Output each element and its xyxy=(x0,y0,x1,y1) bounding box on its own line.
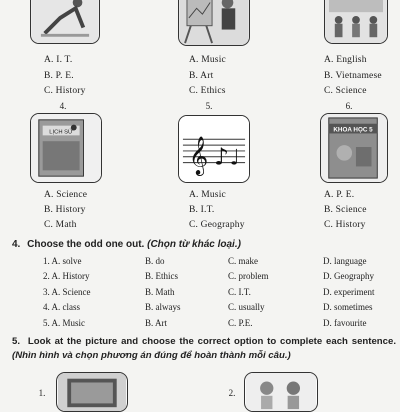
section-4-heading xyxy=(12,239,241,250)
q1-option-a[interactable]: A. I. T. xyxy=(44,55,73,65)
science-book-title: KHOA HỌC 5 xyxy=(333,126,373,134)
question-number: 6. xyxy=(345,101,353,111)
odd-one-out-option[interactable]: 1. A. solve xyxy=(43,256,82,266)
odd-one-out-option[interactable]: D. language xyxy=(323,256,367,266)
picture-children xyxy=(244,372,318,412)
q6-option-c[interactable]: C. History xyxy=(324,220,366,230)
q2-option-c[interactable]: C. Ethics xyxy=(189,86,226,96)
q4-option-c[interactable]: C. Math xyxy=(44,220,77,230)
q4-option-a[interactable]: A. Science xyxy=(44,190,88,200)
odd-one-out-option[interactable]: C. P.E. xyxy=(228,318,253,328)
odd-one-out-option[interactable]: B. always xyxy=(145,302,181,312)
q2-option-b[interactable]: B. Art xyxy=(189,71,214,81)
picture-classroom xyxy=(324,0,388,44)
q3-option-c[interactable]: C. Science xyxy=(324,86,367,96)
odd-one-out-option[interactable]: D. Geography xyxy=(323,271,374,281)
picture-history-book xyxy=(30,113,102,183)
q3-option-b[interactable]: B. Vietnamese xyxy=(324,71,382,81)
q1-option-b[interactable]: B. P. E. xyxy=(44,71,74,81)
svg-text:♪: ♪ xyxy=(214,143,229,171)
section-title: Choose the odd one out. xyxy=(27,239,145,250)
odd-one-out-option[interactable]: 2. A. History xyxy=(43,271,90,281)
odd-one-out-option[interactable]: C. I.T. xyxy=(228,287,251,297)
odd-one-out-option[interactable]: B. Ethics xyxy=(145,271,178,281)
painting-illustration xyxy=(179,0,249,45)
odd-one-out-option[interactable]: D. experiment xyxy=(323,287,375,297)
children-illustration xyxy=(245,373,317,411)
yoga-illustration xyxy=(31,0,99,43)
odd-one-out-option[interactable]: D. sometimes xyxy=(323,302,373,312)
question-number: 5. xyxy=(205,101,213,111)
q5-option-b[interactable]: B. I.T. xyxy=(189,205,215,215)
odd-one-out-option[interactable]: D. favourite xyxy=(323,318,367,328)
picture-yoga xyxy=(30,0,100,44)
q4-option-b[interactable]: B. History xyxy=(44,205,86,215)
picture-music-note xyxy=(178,115,250,183)
odd-one-out-option[interactable]: C. usually xyxy=(228,302,265,312)
svg-text:♩: ♩ xyxy=(229,145,240,171)
q3-option-a[interactable]: A. English xyxy=(324,55,367,65)
section-number: 4. xyxy=(12,239,21,250)
music-note-icon xyxy=(179,116,249,182)
section-title-vi: (Chọn từ khác loại.) xyxy=(147,239,241,250)
section-number: 5. xyxy=(12,336,21,347)
odd-one-out-option[interactable]: B. do xyxy=(145,256,165,266)
question-number: 4. xyxy=(59,101,67,111)
odd-one-out-option[interactable]: B. Math xyxy=(145,287,175,297)
q6-option-a[interactable]: A. P. E. xyxy=(324,190,355,200)
odd-one-out-option[interactable]: C. problem xyxy=(228,271,269,281)
odd-one-out-option[interactable]: 5. A. Music xyxy=(43,318,86,328)
odd-one-out-option[interactable]: 3. A. Science xyxy=(43,287,91,297)
picture-science-book xyxy=(320,113,388,183)
history-book-title: LỊCH SỬ xyxy=(49,129,73,136)
question-number: 2. xyxy=(228,388,236,398)
section-5-heading xyxy=(12,335,396,363)
history-book-illustration xyxy=(31,114,101,182)
q6-option-b[interactable]: B. Science xyxy=(324,205,367,215)
picture-computer xyxy=(56,372,128,412)
odd-one-out-option[interactable]: 4. A. class xyxy=(43,302,80,312)
q5-option-c[interactable]: C. Geography xyxy=(189,220,245,230)
computer-illustration xyxy=(57,373,127,411)
odd-one-out-option[interactable]: C. make xyxy=(228,256,258,266)
q2-option-a[interactable]: A. Music xyxy=(189,55,226,65)
section-title: Look at the picture and choose the correct option to complete each sentence. xyxy=(27,336,396,347)
section-title-vi: (Nhìn hình và chọn phương án đúng để hoàn thành mỗi câu.) xyxy=(12,350,291,361)
classroom-illustration xyxy=(325,0,387,43)
science-book-illustration xyxy=(321,114,387,182)
q1-option-c[interactable]: C. History xyxy=(44,86,86,96)
svg-text:𝄞: 𝄞 xyxy=(188,135,209,175)
question-number: 1. xyxy=(38,388,46,398)
odd-one-out-option[interactable]: B. Art xyxy=(145,318,168,328)
picture-painting xyxy=(178,0,250,46)
q5-option-a[interactable]: A. Music xyxy=(189,190,226,200)
